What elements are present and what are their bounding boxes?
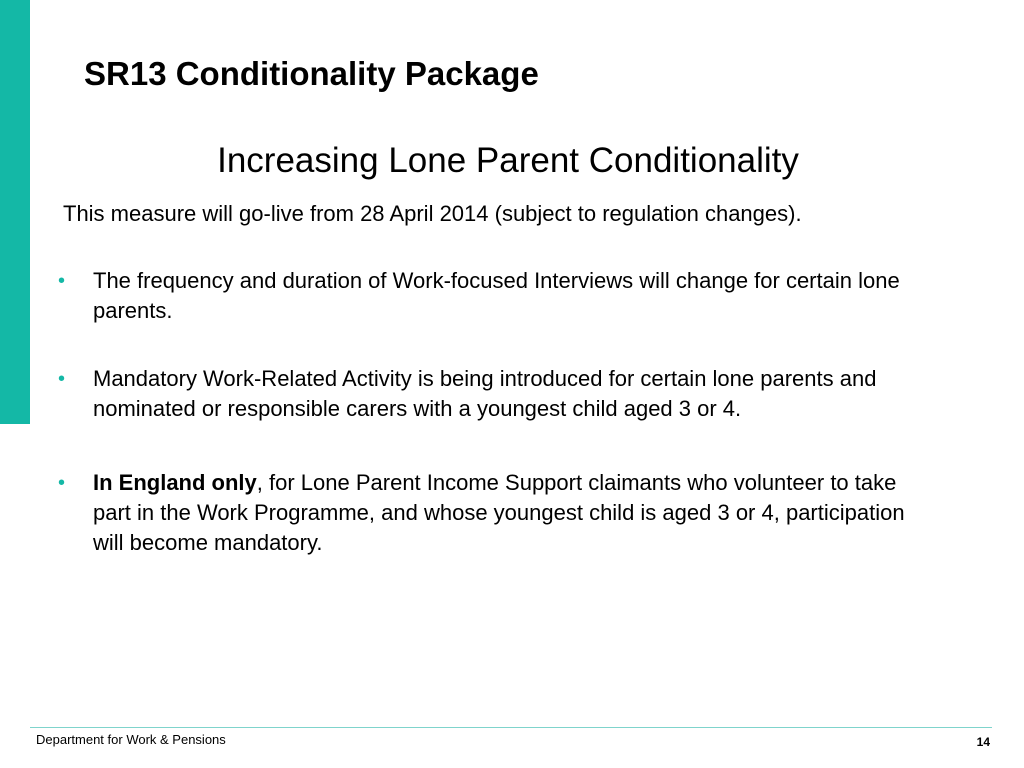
page-number: 14 (976, 735, 990, 749)
bullet-text: , for Lone Parent Income Support claimants who volunteer to take part in the Work Programme, and whose youngest child is aged 3 or 4, participation will become mandatory. (93, 470, 905, 555)
intro-text: This measure will go-live from 28 April 2014 (subject to regulation changes). (63, 201, 802, 226)
bullet-list (58, 266, 938, 596)
slide-subtitle (0, 138, 1024, 184)
footer-organisation: Department for Work & Pensions (36, 732, 226, 747)
bullet-item (58, 364, 938, 424)
bullet-bold-lead: In England only (93, 470, 257, 495)
slide-subtitle-text: Increasing Lone Parent Conditionality (217, 141, 799, 180)
bullet-icon: • (58, 472, 66, 494)
bullet-item (58, 468, 938, 558)
bullet-item (58, 266, 938, 326)
footer-divider (30, 727, 992, 728)
bullet-text: The frequency and duration of Work-focused Interviews will change for certain lone parents. (93, 268, 900, 323)
bullet-icon: • (58, 368, 66, 390)
accent-bar (0, 0, 30, 424)
bullet-icon: • (58, 270, 66, 292)
bullet-text: Mandatory Work-Related Activity is being introduced for certain lone parents and nominated or responsible carers with a youngest child aged 3 or 4. (93, 366, 877, 421)
slide-title: SR13 Conditionality Package (84, 55, 539, 92)
